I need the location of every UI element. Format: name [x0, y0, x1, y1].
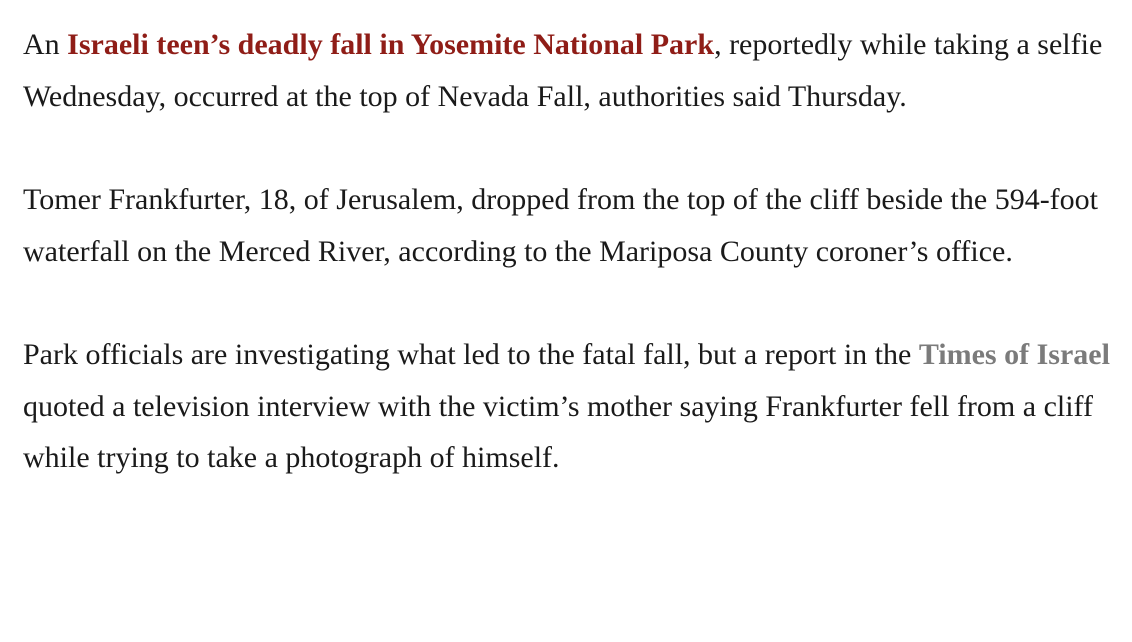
- paragraph-3-lead: Park officials are investigating what led to the fatal fall, but a report in the: [23, 338, 919, 371]
- article-paragraph-2: [23, 174, 1128, 277]
- article-body: [23, 19, 1128, 484]
- times-of-israel-link[interactable]: Times of Israel: [918, 338, 1110, 371]
- paragraph-1-text: , reportedly while taking a selfie Wednesday, occurred at the top of Nevada Fall, authorities said Thursday.: [23, 28, 1103, 113]
- paragraph-3-text: quoted a television interview with the victim’s mother saying Frankfurter fell from a cliff while trying to take a photograph of himself.: [23, 389, 1093, 474]
- article-paragraph-1: [23, 19, 1128, 122]
- article-paragraph-3: [23, 329, 1128, 484]
- yosemite-fall-article-link[interactable]: Israeli teen’s deadly fall in Yosemite National Park: [67, 28, 715, 61]
- paragraph-1-lead: An: [23, 28, 68, 61]
- paragraph-2-text: Tomer Frankfurter, 18, of Jerusalem, dropped from the top of the cliff beside the 594-foot waterfall on the Merced River, according to the Mariposa County coroner’s office.: [23, 183, 1099, 268]
